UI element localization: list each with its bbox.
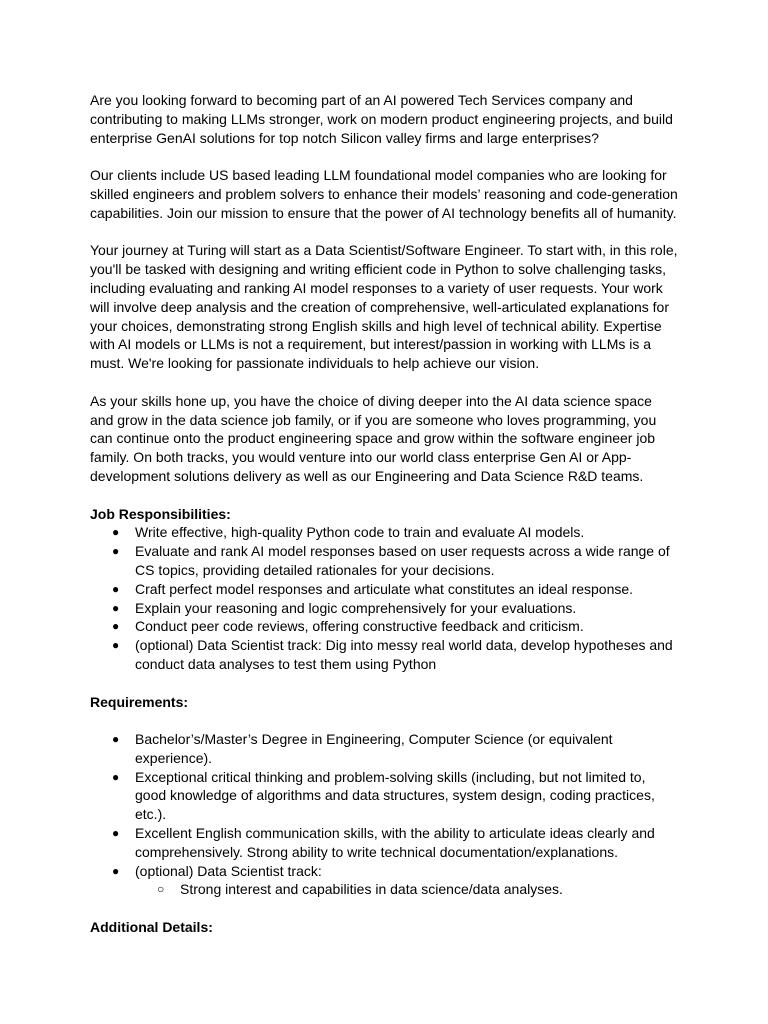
- sub-list-item: [157, 880, 678, 899]
- list-item: [112, 824, 678, 862]
- sub-list-item-text: Strong interest and capabilities in data science/data analyses.: [180, 881, 563, 898]
- list-item-text: (optional) Data Scientist track: Dig into messy real world data, develop hypotheses and conduct data analyses to test them using Python: [135, 637, 673, 672]
- list-item-text: Exceptional critical thinking and problem-solving skills (including, but not limited to, good knowledge of algorithms and data structures, system design, coding practices, etc.).: [135, 768, 655, 823]
- list-item-text: Excellent English communication skills, with the ability to articulate ideas clearly and comprehensively. Strong ability to write technical documentation/explanations.: [135, 825, 655, 860]
- list-item-text: Bachelor’s/Master’s Degree in Engineering, Computer Science (or equivalent experience).: [135, 731, 613, 766]
- bullet-icon: ●: [112, 826, 120, 841]
- bullet-icon: ●: [112, 544, 120, 559]
- bullet-icon: ●: [112, 638, 120, 653]
- bullet-icon: ●: [112, 619, 120, 634]
- list-item-text: Conduct peer code reviews, offering constructive feedback and criticism.: [135, 618, 584, 635]
- bullet-icon: ●: [112, 600, 120, 615]
- bullet-icon: ●: [112, 581, 120, 596]
- responsibilities-heading: Job Responsibilities:: [90, 505, 231, 522]
- list-item: [112, 617, 678, 636]
- intro-paragraph-1: Are you looking forward to becoming part of an AI powered Tech Services company and contributing to making LLMs stronger, work on modern product engineering projects, and build enterprise GenAI solutions for top notch Silicon valley firms and large enterprises?: [90, 92, 673, 146]
- list-item-text: Evaluate and rank AI model responses based on user requests across a wide range of CS topics, providing detailed rationales for your decisions.: [135, 543, 670, 578]
- list-item: [112, 523, 678, 542]
- list-item: [112, 599, 678, 618]
- responsibilities-list: [90, 523, 678, 673]
- list-item: [112, 862, 678, 900]
- requirements-sub-list: [135, 880, 678, 899]
- bullet-icon: ●: [112, 525, 120, 540]
- bullet-icon: ●: [112, 769, 120, 784]
- list-item-text: Explain your reasoning and logic comprehensively for your evaluations.: [135, 599, 577, 616]
- list-item: [112, 542, 678, 580]
- list-item-text: Craft perfect model responses and articulate what constitutes an ideal response.: [135, 580, 634, 597]
- additional-details-heading: Additional Details:: [90, 919, 213, 936]
- requirements-list: [90, 730, 678, 899]
- bullet-icon: ●: [112, 732, 120, 747]
- intro-paragraph-4: As your skills hone up, you have the choice of diving deeper into the AI data science space and grow in the data science job family, or if you are someone who loves programming, you can continue onto the product engineering space and grow within the software engineer job family. On both tracks, you would venture into our world class enterprise Gen AI or App-development solutions delivery as well as our Engineering and Data Science R&D teams.: [90, 392, 657, 484]
- list-item: [112, 580, 678, 599]
- list-item: [112, 730, 678, 768]
- list-item-text: Write effective, high-quality Python code to train and evaluate AI models.: [135, 524, 585, 541]
- intro-paragraph-3: Your journey at Turing will start as a Data Scientist/Software Engineer. To start with, in this role, you'll be tasked with designing and writing efficient code in Python to solve challenging tasks, including evaluating and ranking AI model responses to a variety of user requests. Your work will involve deep analysis and the creation of comprehensive, well-articulated explanations for your choices, demonstrating strong English skills and high level of technical ability. Expertise with AI models or LLMs is not a requirement, but interest/passion in working with LLMs is a must. We're looking for passionate individuals to help achieve our vision.: [90, 242, 678, 372]
- list-item: [112, 768, 678, 824]
- requirements-heading: Requirements:: [90, 693, 189, 710]
- list-item: [112, 636, 678, 674]
- bullet-icon: ●: [112, 863, 120, 878]
- intro-paragraph-2: Our clients include US based leading LLM foundational model companies who are looking for skilled engineers and problem solvers to enhance their models’ reasoning and code-generation capabilities. Join our mission to ensure that the power of AI technology benefits all of humanity.: [90, 167, 678, 221]
- hollow-bullet-icon: ○: [157, 882, 165, 897]
- list-item-text: (optional) Data Scientist track:: [135, 862, 322, 879]
